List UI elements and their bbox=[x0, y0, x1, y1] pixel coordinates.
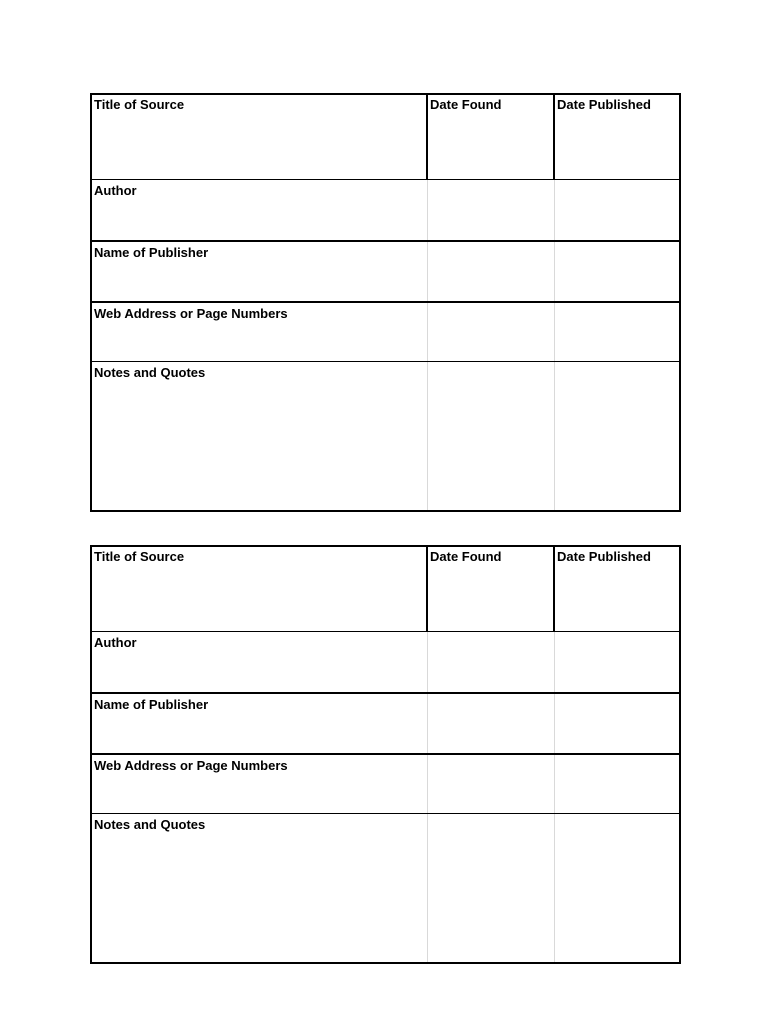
web-address-row bbox=[92, 301, 679, 361]
publisher-row bbox=[92, 692, 679, 753]
author-label: Author bbox=[94, 635, 137, 650]
date-found-label: Date Found bbox=[430, 549, 502, 564]
title-row bbox=[92, 547, 679, 631]
notes-row bbox=[92, 813, 679, 962]
title-of-source-label: Title of Source bbox=[94, 549, 185, 564]
date-found-label: Date Found bbox=[430, 97, 502, 112]
date-published-label: Date Published bbox=[557, 549, 651, 564]
notes-and-quotes-label: Notes and Quotes bbox=[94, 365, 206, 380]
web-address-label: Web Address or Page Numbers bbox=[94, 758, 288, 773]
title-row bbox=[92, 95, 679, 179]
publisher-row bbox=[92, 240, 679, 301]
author-row bbox=[92, 179, 679, 240]
notes-and-quotes-label: Notes and Quotes bbox=[94, 817, 206, 832]
date-published-label: Date Published bbox=[557, 97, 651, 112]
source-card-2 bbox=[90, 545, 681, 964]
notes-row bbox=[92, 361, 679, 510]
source-card-1 bbox=[90, 93, 681, 512]
web-address-label: Web Address or Page Numbers bbox=[94, 306, 288, 321]
name-of-publisher-label: Name of Publisher bbox=[94, 697, 209, 712]
author-row bbox=[92, 631, 679, 692]
author-label: Author bbox=[94, 183, 137, 198]
title-of-source-label: Title of Source bbox=[94, 97, 185, 112]
name-of-publisher-label: Name of Publisher bbox=[94, 245, 209, 260]
web-address-row bbox=[92, 753, 679, 813]
